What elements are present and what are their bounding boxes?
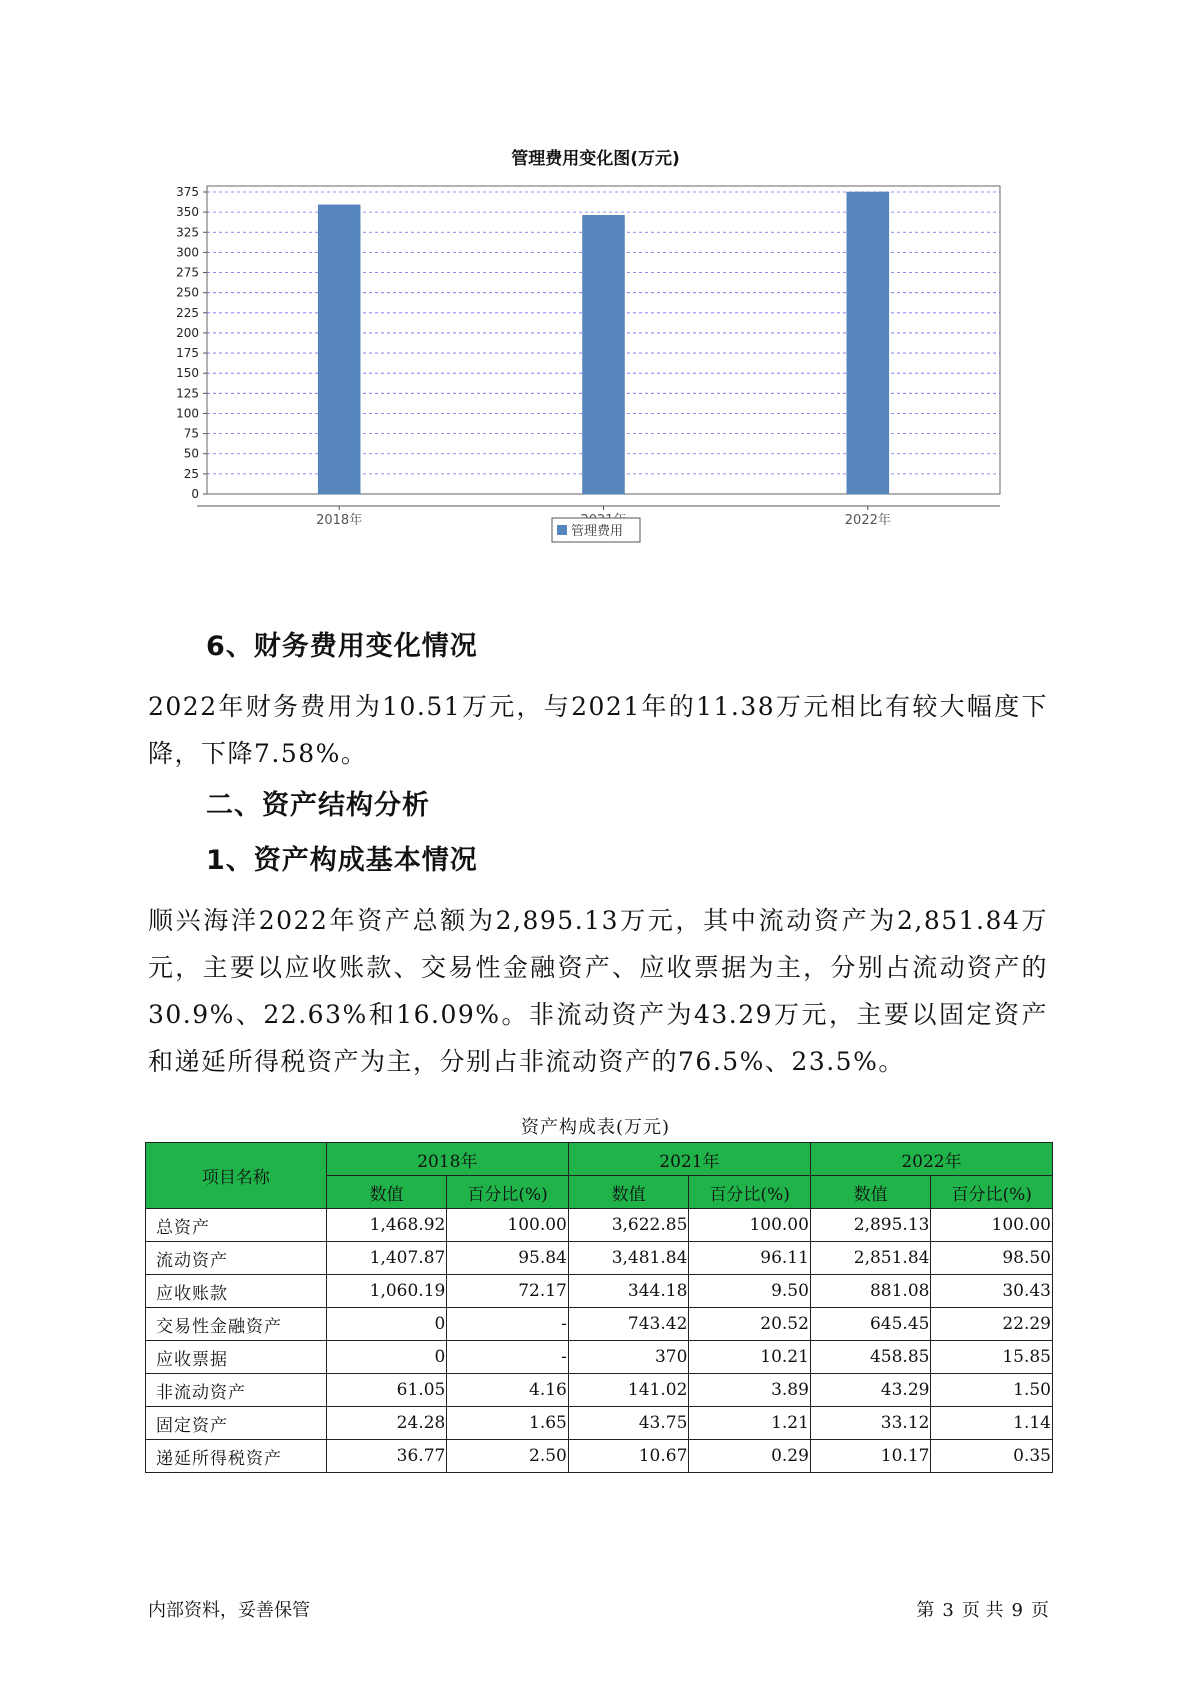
y-tick-label: 275 (176, 265, 199, 280)
section-6-heading: 6、财务费用变化情况 (206, 631, 478, 662)
table-row (146, 1242, 1053, 1275)
percent-cell: 96.11 (689, 1242, 811, 1275)
row-label: 交易性金融资产 (146, 1308, 327, 1341)
percent-cell: 1.65 (447, 1407, 569, 1440)
percent-cell: 72.17 (447, 1275, 569, 1308)
percent-cell: 20.52 (689, 1308, 811, 1341)
value-cell: 24.28 (326, 1407, 447, 1440)
y-tick-label: 200 (176, 325, 199, 340)
value-cell: 344.18 (568, 1275, 689, 1308)
value-cell: 1,407.87 (326, 1242, 447, 1275)
value-cell: 743.42 (568, 1308, 689, 1341)
percent-cell: - (447, 1341, 569, 1374)
table-row (146, 1308, 1053, 1341)
percent-cell: 100.00 (689, 1209, 811, 1242)
value-cell: 645.45 (810, 1308, 931, 1341)
percent-cell: 10.21 (689, 1341, 811, 1374)
table-body (146, 1209, 1053, 1473)
row-label: 应收票据 (146, 1341, 327, 1374)
section-2-1-heading: 1、资产构成基本情况 (206, 845, 478, 876)
percent-cell: 3.89 (689, 1374, 811, 1407)
legend-swatch (557, 525, 567, 535)
row-label: 固定资产 (146, 1407, 327, 1440)
table-row (146, 1275, 1053, 1308)
y-tick-label: 125 (176, 386, 199, 401)
header-year: 2018年 (326, 1143, 568, 1176)
value-cell: 881.08 (810, 1275, 931, 1308)
percent-cell: 4.16 (447, 1374, 569, 1407)
management-expense-chart (140, 178, 1020, 598)
header-value: 数值 (568, 1176, 689, 1209)
y-tick-label: 75 (183, 426, 199, 441)
value-cell: 0 (326, 1308, 447, 1341)
value-cell: 458.85 (810, 1341, 931, 1374)
row-label: 应收账款 (146, 1275, 327, 1308)
percent-cell: 100.00 (931, 1209, 1053, 1242)
table-row (146, 1209, 1053, 1242)
row-label: 非流动资产 (146, 1374, 327, 1407)
header-year: 2021年 (568, 1143, 810, 1176)
bar (583, 215, 625, 494)
footer-confidential-note: 内部资料，妥善保管 (148, 1600, 310, 1621)
percent-cell: 98.50 (931, 1242, 1053, 1275)
percent-cell: 0.35 (931, 1440, 1053, 1473)
value-cell: 3,622.85 (568, 1209, 689, 1242)
x-tick-label: 2022年 (844, 513, 891, 528)
y-tick-label: 50 (183, 446, 199, 461)
section-2-1-paragraph: 顺兴海洋2022年资产总额为2,895.13万元，其中流动资产为2,851.84万元，主要以应收账款、交易性金融资产、应收票据为主，分别占流动资产的30.9%、22.63%和16.09%。非流动资产为43.29万元，主要以固定资产和递延所得税资产为主，分别占非流动资产的76.5%、23.5%。 (148, 906, 1048, 1076)
percent-cell: 1.21 (689, 1407, 811, 1440)
percent-cell: 100.00 (447, 1209, 569, 1242)
x-tick-label: 2018年 (316, 513, 363, 528)
legend-label: 管理费用 (571, 524, 624, 539)
table-row (146, 1374, 1053, 1407)
value-cell: 10.67 (568, 1440, 689, 1473)
row-label: 流动资产 (146, 1242, 327, 1275)
percent-cell: 22.29 (931, 1308, 1053, 1341)
section-6-paragraph: 2022年财务费用为10.51万元，与2021年的11.38万元相比有较大幅度下降，下降7.58%。 (148, 692, 1048, 768)
header-year: 2022年 (810, 1143, 1052, 1176)
page-current: 3 (942, 1600, 954, 1621)
value-cell: 43.75 (568, 1407, 689, 1440)
y-tick-label: 0 (191, 487, 199, 501)
bar (847, 192, 889, 494)
percent-cell: 1.14 (931, 1407, 1053, 1440)
table-row (146, 1341, 1053, 1374)
page-total: 9 (1011, 1600, 1023, 1621)
y-tick-label: 300 (176, 245, 199, 260)
page-suffix: 页 (1031, 1600, 1049, 1621)
header-value: 数值 (326, 1176, 447, 1209)
value-cell: 370 (568, 1341, 689, 1374)
percent-cell: 15.85 (931, 1341, 1053, 1374)
bar (318, 205, 360, 494)
table-row (146, 1407, 1053, 1440)
chart-title: 管理费用变化图(万元) (511, 149, 680, 169)
header-percent: 百分比(%) (447, 1176, 569, 1209)
y-tick-label: 375 (176, 185, 199, 199)
value-cell: 0 (326, 1341, 447, 1374)
y-tick-label: 225 (176, 305, 199, 320)
header-percent: 百分比(%) (931, 1176, 1053, 1209)
y-tick-label: 100 (176, 406, 199, 421)
table-caption: 资产构成表(万元) (520, 1117, 671, 1138)
value-cell: 33.12 (810, 1407, 931, 1440)
value-cell: 1,468.92 (326, 1209, 447, 1242)
header-value: 数值 (810, 1176, 931, 1209)
percent-cell: 95.84 (447, 1242, 569, 1275)
value-cell: 36.77 (326, 1440, 447, 1473)
row-label: 递延所得税资产 (146, 1440, 327, 1473)
table-row (146, 1440, 1053, 1473)
y-tick-label: 25 (183, 466, 199, 481)
header-percent: 百分比(%) (689, 1176, 811, 1209)
y-tick-label: 150 (176, 366, 199, 381)
percent-cell: 9.50 (689, 1275, 811, 1308)
header-item-name: 项目名称 (146, 1143, 327, 1209)
section-2-heading: 二、资产结构分析 (206, 790, 430, 821)
value-cell: 141.02 (568, 1374, 689, 1407)
percent-cell: 1.50 (931, 1374, 1053, 1407)
y-tick-label: 325 (176, 225, 199, 240)
y-tick-label: 175 (176, 346, 199, 361)
percent-cell: 30.43 (931, 1275, 1053, 1308)
percent-cell: - (447, 1308, 569, 1341)
value-cell: 2,895.13 (810, 1209, 931, 1242)
asset-structure-table (145, 1142, 1053, 1473)
value-cell: 2,851.84 (810, 1242, 931, 1275)
percent-cell: 0.29 (689, 1440, 811, 1473)
percent-cell: 2.50 (447, 1440, 569, 1473)
value-cell: 10.17 (810, 1440, 931, 1473)
row-label: 总资产 (146, 1209, 327, 1242)
value-cell: 3,481.84 (568, 1242, 689, 1275)
y-tick-label: 350 (176, 205, 199, 220)
value-cell: 43.29 (810, 1374, 931, 1407)
value-cell: 61.05 (326, 1374, 447, 1407)
page-mid: 页 共 (961, 1600, 1004, 1621)
value-cell: 1,060.19 (326, 1275, 447, 1308)
y-tick-label: 250 (176, 285, 199, 300)
footer-page-number (912, 1596, 1053, 1622)
page-prefix: 第 (916, 1600, 935, 1621)
